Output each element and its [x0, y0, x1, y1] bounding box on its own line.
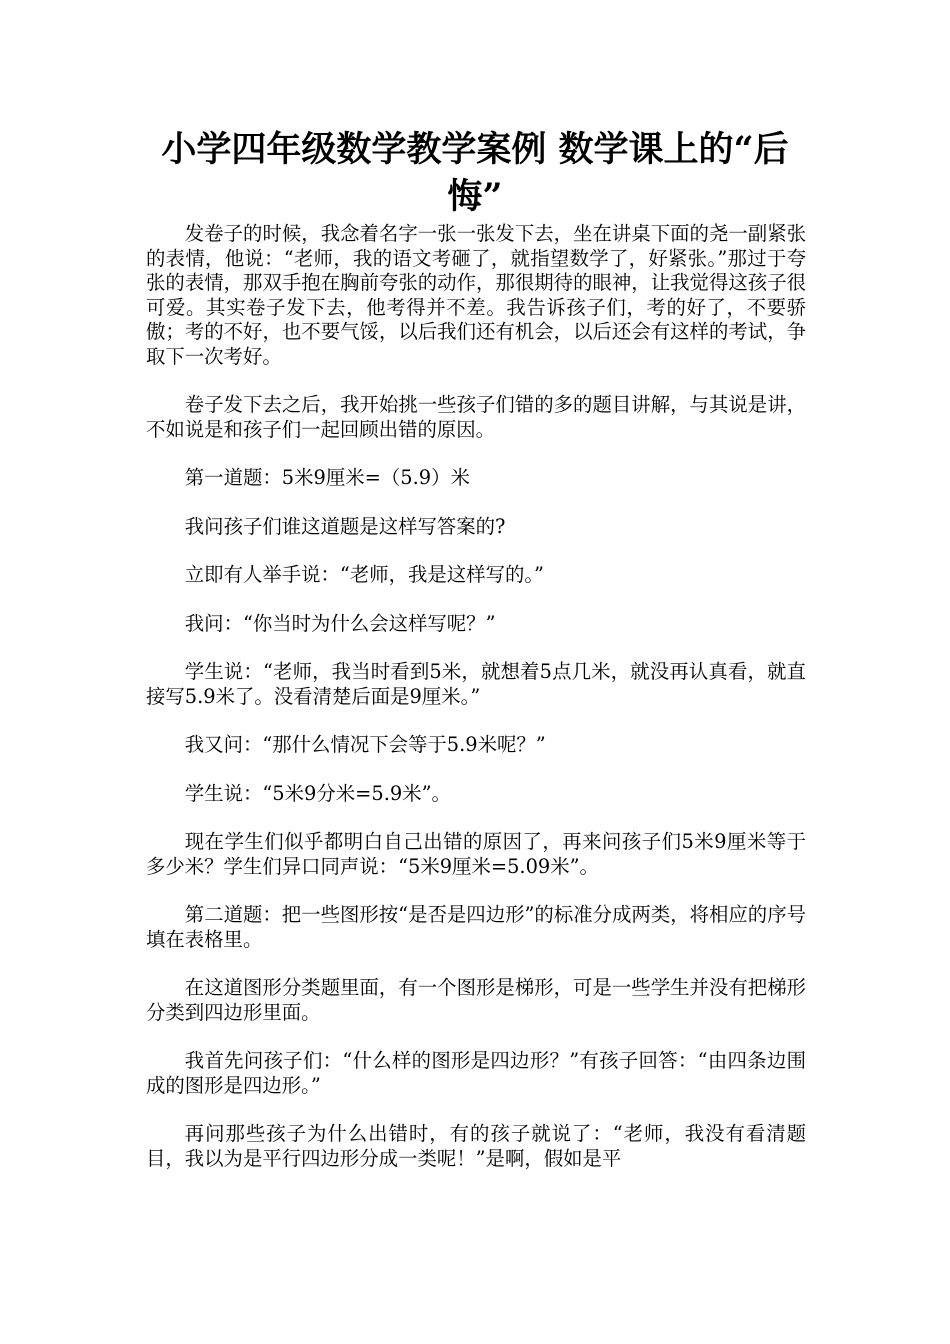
paragraph: 现在学生们似乎都明白自己出错的原因了，再来问孩子们5米9厘米等于多少米？学生们异口同声说：“5米9厘米=5.09米”。 — [146, 830, 806, 878]
paragraph: 学生说：“5米9分米=5.9米”。 — [184, 781, 451, 805]
paragraph: 我首先问孩子们：“什么样的图形是四边形？”有孩子回答：“由四条边围成的图形是四边形。” — [146, 1049, 806, 1097]
paragraph: 第一道题：5米9厘米=（5.9）米 — [184, 466, 470, 489]
document-body — [146, 222, 806, 1195]
document-title: 小学四年级数学教学案例 数学课上的“后悔” — [161, 129, 789, 217]
paragraph: 我问：“你当时为什么会这样写呢？” — [184, 611, 496, 635]
paragraph: 第二道题：把一些图形按“是否是四边形”的标准分成两类，将相应的序号填在表格里。 — [146, 903, 806, 951]
paragraph: 立即有人举手说：“老师，我是这样写的。” — [184, 563, 544, 586]
paragraph: 卷子发下去之后，我开始挑一些孩子们错的多的题目讲解，与其说是讲，不如说是和孩子们一起回顾出错的原因。 — [146, 393, 806, 441]
paragraph: 再问那些孩子为什么出错时，有的孩子就说了：“老师，我没有看清题目，我以为是平行四边形分成一类呢！”是啊，假如是平 — [146, 1122, 806, 1170]
paragraph: 我又问：“那什么情况下会等于5.9米呢？” — [184, 733, 546, 756]
paragraph: 我问孩子们谁这道题是这样写答案的? — [184, 514, 506, 538]
paragraph: 在这道图形分类题里面，有一个图形是梯形，可是一些学生并没有把梯形分类到四边形里面。 — [146, 976, 806, 1024]
paragraph: 学生说：“老师，我当时看到5米，就想着5点几米，就没再认真看，就直接写5.9米了。没看清楚后面是9厘米。” — [146, 660, 806, 708]
paragraph: 发卷子的时候，我念着名字一张一张发下去，坐在讲桌下面的尧一副紧张的表情，他说：“老师，我的语文考砸了，就指望数学了，好紧张。”那过于夸张的表情，那双手抱在胸前夸张的动作，那很期待的眼神，让我觉得这孩子很可爱。其实卷子发下去，他考得并不差。我告诉孩子们，考的好了，不要骄傲；考的不好，也不要气馁，以后我们还有机会，以后还会有这样的考试，争取下一次考好。 — [146, 222, 806, 368]
